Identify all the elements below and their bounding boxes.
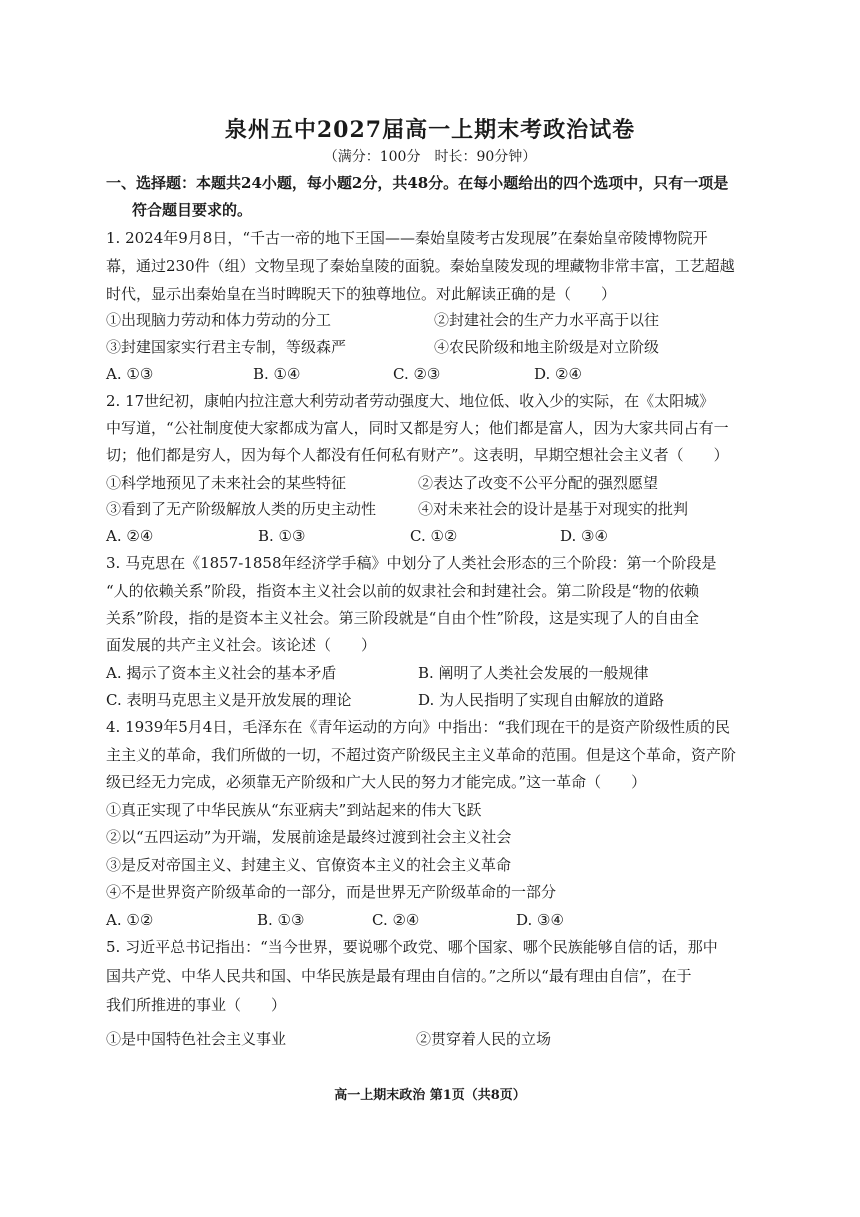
question-2-text: 切；他们都是穷人，因为每个人都没有任何私有财产”。这表明，早期空想社会主义者（ ）: [106, 446, 729, 464]
statement: ④农民阶级和地主阶级是对立阶级: [434, 338, 660, 356]
question-3-text: 3. 马克思在《1857-1858年经济学手稿》中划分了人类社会形态的三个阶段：第一个阶段是: [106, 554, 717, 572]
statement: ③封建国家实行君主专制，等级森严: [106, 338, 347, 356]
statement: ①是中国特色社会主义事业: [106, 1030, 287, 1048]
section-heading: [106, 170, 756, 224]
question-4-statement: ③是反对帝国主义、封建主义、官僚资本主义的社会主义革命: [106, 856, 512, 874]
question-2-text: 2. 17世纪初，康帕内拉注意大利劳动者劳动强度大、地位低、收入少的实际，在《太阳城》: [106, 392, 715, 410]
option-d: D. 为人民指明了实现自由解放的道路: [418, 691, 665, 709]
question-3-text: 面发展的共产主义社会。该论述（ ）: [106, 636, 377, 654]
option-b: B. 阐明了人类社会发展的一般规律: [418, 664, 649, 682]
option-b: B. ①③: [257, 911, 305, 929]
statement: ②贯穿着人民的立场: [416, 1030, 552, 1048]
question-3-text: “人的依赖关系”阶段，指资本主义社会以前的奴隶社会和封建社会。第二阶段是“物的依赖: [106, 582, 700, 600]
question-2-text: 中写道，“公社制度使大家都成为富人，同时又都是穷人；他们都是富人，因为大家共同占有一: [106, 419, 729, 437]
statement: ④对未来社会的设计是基于对现实的批判: [418, 500, 689, 518]
question-1-text: 时代，显示出秦始皇在当时睥睨天下的独尊地位。对此解读正确的是（ ）: [106, 285, 617, 303]
question-1-text: 幕，通过230件（组）文物呈现了秦始皇陵的面貌。秦始皇陵发现的埋藏物非常丰富，工艺超越: [106, 257, 735, 275]
option-a: A. 揭示了资本主义社会的基本矛盾: [106, 664, 337, 682]
option-a: A. ①③: [106, 365, 154, 383]
option-a: A. ②④: [106, 527, 154, 545]
exam-info: （满分：100分 时长：90分钟）: [323, 149, 537, 165]
question-4-statement: ①真正实现了中华民族从“东亚病夫”到站起来的伟大飞跃: [106, 801, 482, 819]
section-heading-line: 符合题目要求的。: [132, 201, 253, 219]
question-4-statement: ④不是世界资产阶级革命的一部分，而是世界无产阶级革命的一部分: [106, 883, 557, 901]
question-4-text: 4. 1939年5月4日，毛泽东在《青年运动的方向》中指出：“我们现在干的是资产阶级性质的民: [106, 718, 731, 736]
question-5-text: 5. 习近平总书记指出：“当今世界，要说哪个政党、哪个国家、哪个民族能够自信的话，那中: [106, 938, 718, 956]
question-4-statement: ②以“五四运动”为开端，发展前途是最终过渡到社会主义社会: [106, 828, 512, 846]
statement: ①出现脑力劳动和体力劳动的分工: [106, 311, 332, 329]
option-d: D. ③④: [516, 911, 564, 929]
statement: ①科学地预见了未来社会的某些特征: [106, 474, 347, 492]
option-c: C. ②③: [393, 365, 441, 383]
option-d: D. ②④: [534, 365, 582, 383]
section-heading-line: 一、选择题：本题共24小题，每小题2分，共48分。在每小题给出的四个选项中，只有一项是: [106, 174, 729, 192]
option-b: B. ①③: [258, 527, 306, 545]
option-d: D. ③④: [560, 527, 608, 545]
question-4-text: 级已经无力完成，必须靠无产阶级和广大人民的努力才能完成。”这一革命（ ）: [106, 773, 647, 791]
question-5-text: 国共产党、中华人民共和国、中华民族是最有理由自信的。”之所以“最有理由自信”，在于: [106, 967, 692, 985]
page-title: 泉州五中2027届高一上期末考政治试卷: [224, 117, 636, 143]
option-c: C. ①②: [410, 527, 458, 545]
question-1-text: 1. 2024年9月8日，“千古一帝的地下王国——秦始皇陵考古发现展”在秦始皇帝陵博物院开: [106, 229, 708, 247]
question-4-text: 主主义的革命，我们所做的一切，不超过资产阶级民主主义革命的范围。但是这个革命，资产阶: [106, 746, 737, 764]
statement: ③看到了无产阶级解放人类的历史主动性: [106, 500, 377, 518]
statement: ②封建社会的生产力水平高于以往: [434, 311, 660, 329]
page-footer: 高一上期末政治 第1页（共8页）: [334, 1088, 526, 1103]
option-b: B. ①④: [253, 365, 301, 383]
question-3-text: 关系”阶段，指的是资本主义社会。第三阶段就是“自由个性”阶段，这是实现了人的自由全: [106, 609, 700, 627]
option-c: C. 表明马克思主义是开放发展的理论: [106, 691, 352, 709]
statement: ②表达了改变不公平分配的强烈愿望: [418, 474, 659, 492]
option-c: C. ②④: [372, 911, 420, 929]
option-a: A. ①②: [106, 911, 154, 929]
question-5-text: 我们所推进的事业（ ）: [106, 996, 287, 1014]
